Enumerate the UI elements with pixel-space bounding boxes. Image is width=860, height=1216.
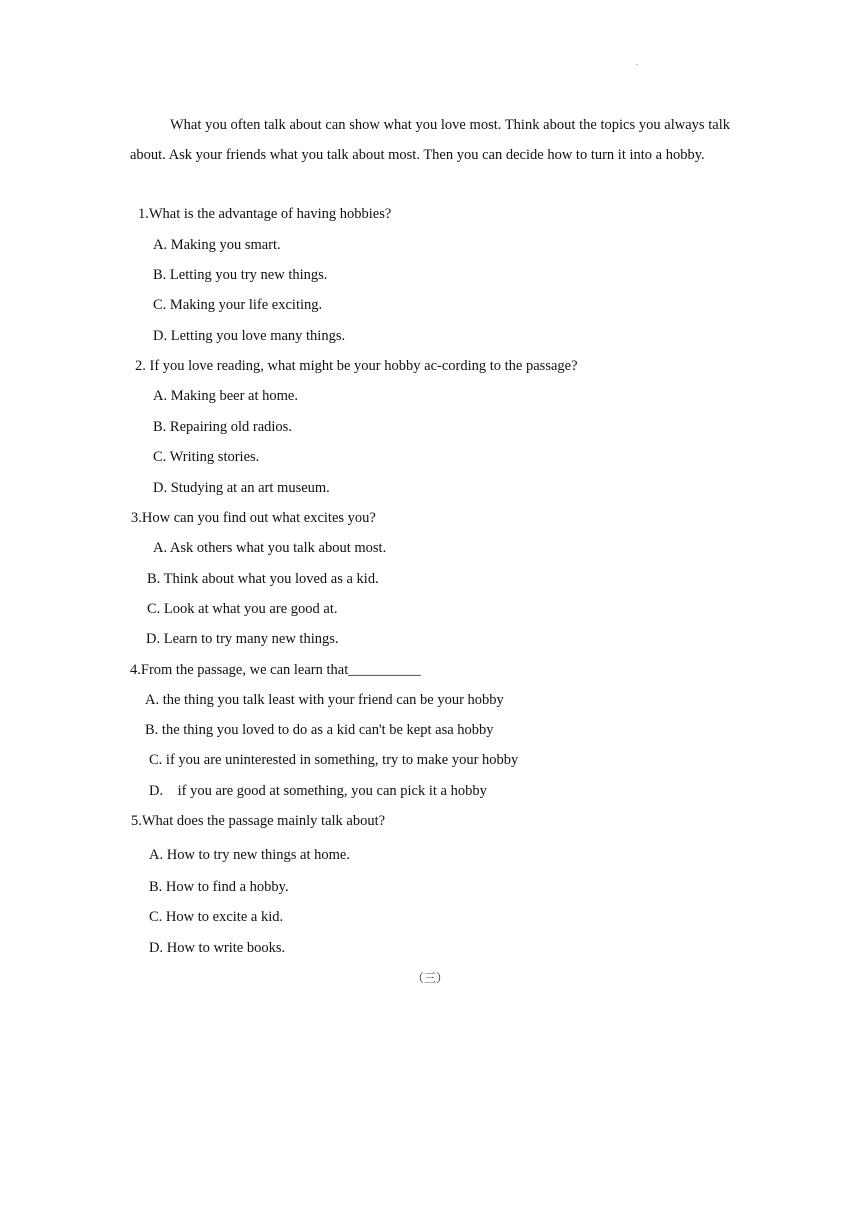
question-5-option-a: A. How to try new things at home.	[149, 847, 350, 863]
question-5-stem: 5.What does the passage mainly talk about?	[131, 813, 386, 829]
question-4-option-d: D. if you are good at something, you can pick it a hobby	[149, 783, 487, 799]
question-4-option-c: C. if you are uninterested in something, try to make your hobby	[149, 752, 519, 768]
question-1-option-d: D. Letting you love many things.	[153, 328, 346, 344]
question-3-option-d: D. Learn to try many new things.	[146, 631, 339, 647]
question-3-option-a: A. Ask others what you talk about most.	[153, 540, 387, 556]
header-dot: .	[636, 58, 638, 67]
passage-paragraph: What you often talk about can show what you love most. Think about the topics you always talk about. Ask your friends what you talk about most. Then you can decide how to turn it into a hobby.	[130, 117, 730, 164]
question-5-option-c: C. How to excite a kid.	[149, 909, 284, 925]
question-2-stem: 2. If you love reading, what might be your hobby ac-cording to the passage?	[135, 358, 578, 374]
question-1-option-a: A. Making you smart.	[153, 237, 281, 253]
question-1-stem: 1.What is the advantage of having hobbies?	[138, 206, 392, 222]
question-5-option-b: B. How to find a hobby.	[149, 879, 289, 895]
question-4-stem: 4.From the passage, we can learn that__________	[130, 662, 421, 678]
question-3-option-b: B. Think about what you loved as a kid.	[147, 571, 379, 587]
section-marker: （三）	[411, 971, 448, 985]
question-4-option-a: A. the thing you talk least with your friend can be your hobby	[145, 692, 504, 708]
question-1-option-c: C. Making your life exciting.	[153, 297, 323, 313]
question-5-option-d: D. How to write books.	[149, 940, 286, 956]
question-2-option-d: D. Studying at an art museum.	[153, 480, 330, 496]
question-2-option-b: B. Repairing old radios.	[153, 419, 292, 435]
question-2-option-c: C. Writing stories.	[153, 449, 260, 465]
question-3-stem: 3.How can you find out what excites you?	[131, 510, 376, 526]
question-2-option-a: A. Making beer at home.	[153, 388, 298, 404]
question-4-option-b: B. the thing you loved to do as a kid can't be kept asa hobby	[145, 722, 494, 738]
question-1-option-b: B. Letting you try new things.	[153, 267, 328, 283]
question-3-option-c: C. Look at what you are good at.	[147, 601, 338, 617]
